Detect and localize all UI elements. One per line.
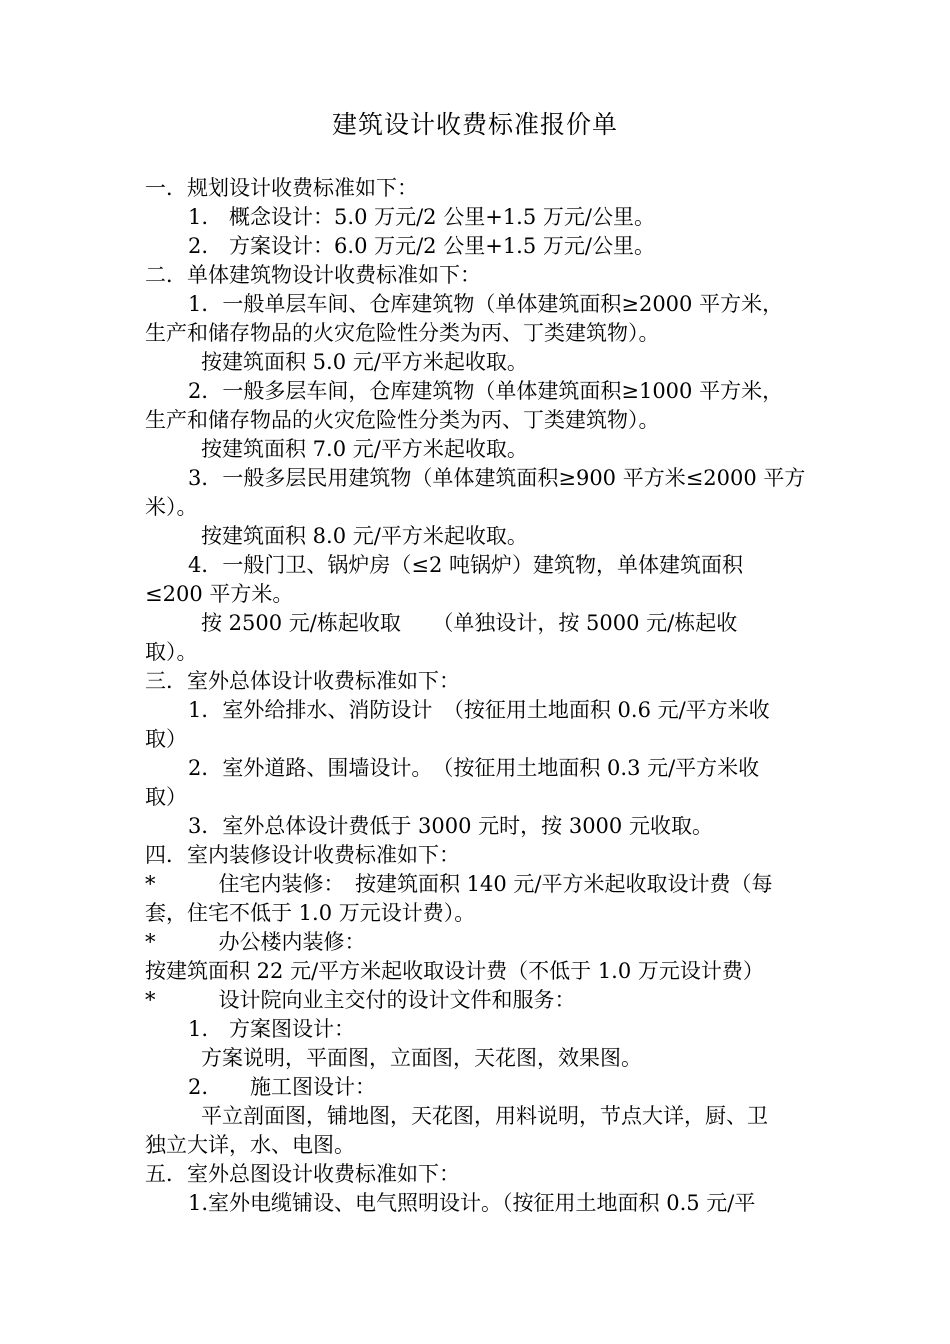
paragraph-line: 按 2500 元/栋起收取 （单独设计，按 5000 元/栋起收 xyxy=(201,611,738,635)
paragraph-line: 按建筑面积 22 元/平方米起收取设计费（不低于 1.0 万元设计费） xyxy=(145,959,764,983)
paragraph-line: * 住宅内装修： 按建筑面积 140 元/平方米起收取设计费（每 xyxy=(145,872,773,896)
paragraph-line: 4．一般门卫、锅炉房（≤2 吨锅炉）建筑物，单体建筑面积 xyxy=(188,553,743,577)
section-heading-interior: 四．室内装修设计收费标准如下： xyxy=(145,843,460,867)
paragraph-line: * 办公楼内装修： xyxy=(145,930,366,954)
paragraph-line: ≤200 平方米。 xyxy=(145,582,294,606)
paragraph-line: 3．室外总体设计费低于 3000 元时，按 3000 元收取。 xyxy=(188,814,713,838)
section-heading-single-building: 二．单体建筑物设计收费标准如下： xyxy=(145,263,481,287)
paragraph-line: 生产和储存物品的火灾危险性分类为丙、丁类建筑物）。 xyxy=(145,321,660,345)
paragraph-line: 1.室外电缆铺设、电气照明设计。（按征用土地面积 0.5 元/平 xyxy=(188,1191,756,1215)
paragraph-line: * 设计院向业主交付的设计文件和服务： xyxy=(145,988,576,1012)
paragraph-line: 方案说明，平面图，立面图，天花图，效果图。 xyxy=(201,1046,642,1070)
paragraph-line: 取） xyxy=(145,727,187,751)
paragraph-line: 生产和储存物品的火灾危险性分类为丙、丁类建筑物）。 xyxy=(145,408,660,432)
document-title: 建筑设计收费标准报价单 xyxy=(331,110,618,139)
paragraph-line: 按建筑面积 8.0 元/平方米起收取。 xyxy=(201,524,528,548)
paragraph-line: 2. 施工图设计： xyxy=(188,1075,377,1099)
paragraph-line: 按建筑面积 7.0 元/平方米起收取。 xyxy=(201,437,528,461)
paragraph-line: 取）。 xyxy=(145,640,198,664)
item-concept-design: 1. 概念设计：5.0 万元/2 公里+1.5 万元/公里。 xyxy=(188,205,655,229)
paragraph-line: 1. 方案图设计： xyxy=(188,1017,356,1041)
item-scheme-design: 2. 方案设计：6.0 万元/2 公里+1.5 万元/公里。 xyxy=(188,234,655,258)
paragraph-line: 2．室外道路、围墙设计。 （按征用土地面积 0.3 元/平方米收 xyxy=(188,756,760,780)
paragraph-line: 1．室外给排水、消防设计 （按征用土地面积 0.6 元/平方米收 xyxy=(188,698,770,722)
paragraph-line: 平立剖面图，铺地图，天花图，用料说明，节点大详，厨、卫 xyxy=(201,1104,768,1128)
paragraph-line: 米）。 xyxy=(145,495,198,519)
paragraph-line: 3．一般多层民用建筑物（单体建筑面积≥900 平方米≤2000 平方 xyxy=(188,466,806,490)
section-heading-outdoor-master: 五．室外总图设计收费标准如下： xyxy=(145,1162,460,1186)
paragraph-line: 2．一般多层车间，仓库建筑物（单体建筑面积≥1000 平方米， xyxy=(188,379,784,403)
section-heading-planning: 一．规划设计收费标准如下： xyxy=(145,176,418,200)
paragraph-line: 套，住宅不低于 1.0 万元设计费）。 xyxy=(145,901,476,925)
paragraph-line: 取） xyxy=(145,785,187,809)
paragraph-line: 独立大详，水、电图。 xyxy=(145,1133,355,1157)
paragraph-line: 1．一般单层车间、仓库建筑物（单体建筑面积≥2000 平方米， xyxy=(188,292,784,316)
section-heading-outdoor-general: 三．室外总体设计收费标准如下： xyxy=(145,669,460,693)
paragraph-line: 按建筑面积 5.0 元/平方米起收取。 xyxy=(201,350,528,374)
